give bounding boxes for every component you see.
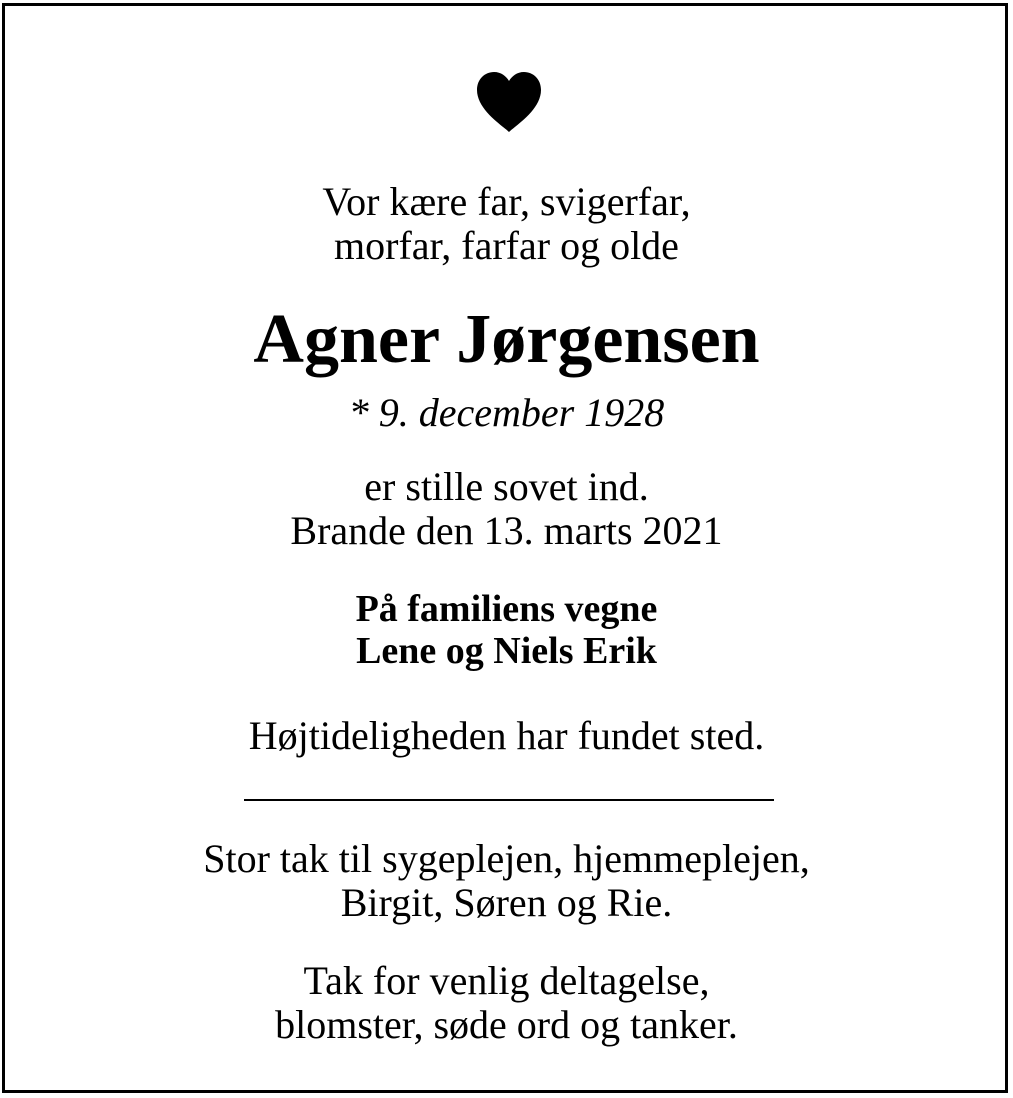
closing-line-2: blomster, søde ord og tanker. xyxy=(275,1002,738,1047)
family-line-1: På familiens vegne xyxy=(355,588,658,630)
thanks-text xyxy=(0,837,1013,925)
thanks-line-1: Stor tak til sygeplejen, hjemmeplejen, xyxy=(203,836,810,881)
divider-line xyxy=(244,799,774,801)
intro-line-1: Vor kære far, svigerfar, xyxy=(322,179,691,224)
death-line-2: Brande den 13. marts 2021 xyxy=(290,508,723,553)
intro-line-2: morfar, farfar og olde xyxy=(334,223,679,268)
family-line-2: Lene og Niels Erik xyxy=(356,630,657,672)
ceremony-text: Højtideligheden har fundet sted. xyxy=(248,713,765,758)
death-line-1: er stille sovet ind. xyxy=(364,464,649,509)
birth-date: * 9. december 1928 xyxy=(348,390,665,435)
deceased-name: Agner Jørgensen xyxy=(253,301,760,378)
family-signature xyxy=(0,588,1013,672)
intro-text xyxy=(0,180,1013,268)
thanks-line-2: Birgit, Søren og Rie. xyxy=(340,880,673,925)
death-text xyxy=(0,465,1013,553)
heart-icon xyxy=(475,70,543,134)
closing-text xyxy=(0,959,1013,1047)
closing-line-1: Tak for venlig deltagelse, xyxy=(303,958,710,1003)
